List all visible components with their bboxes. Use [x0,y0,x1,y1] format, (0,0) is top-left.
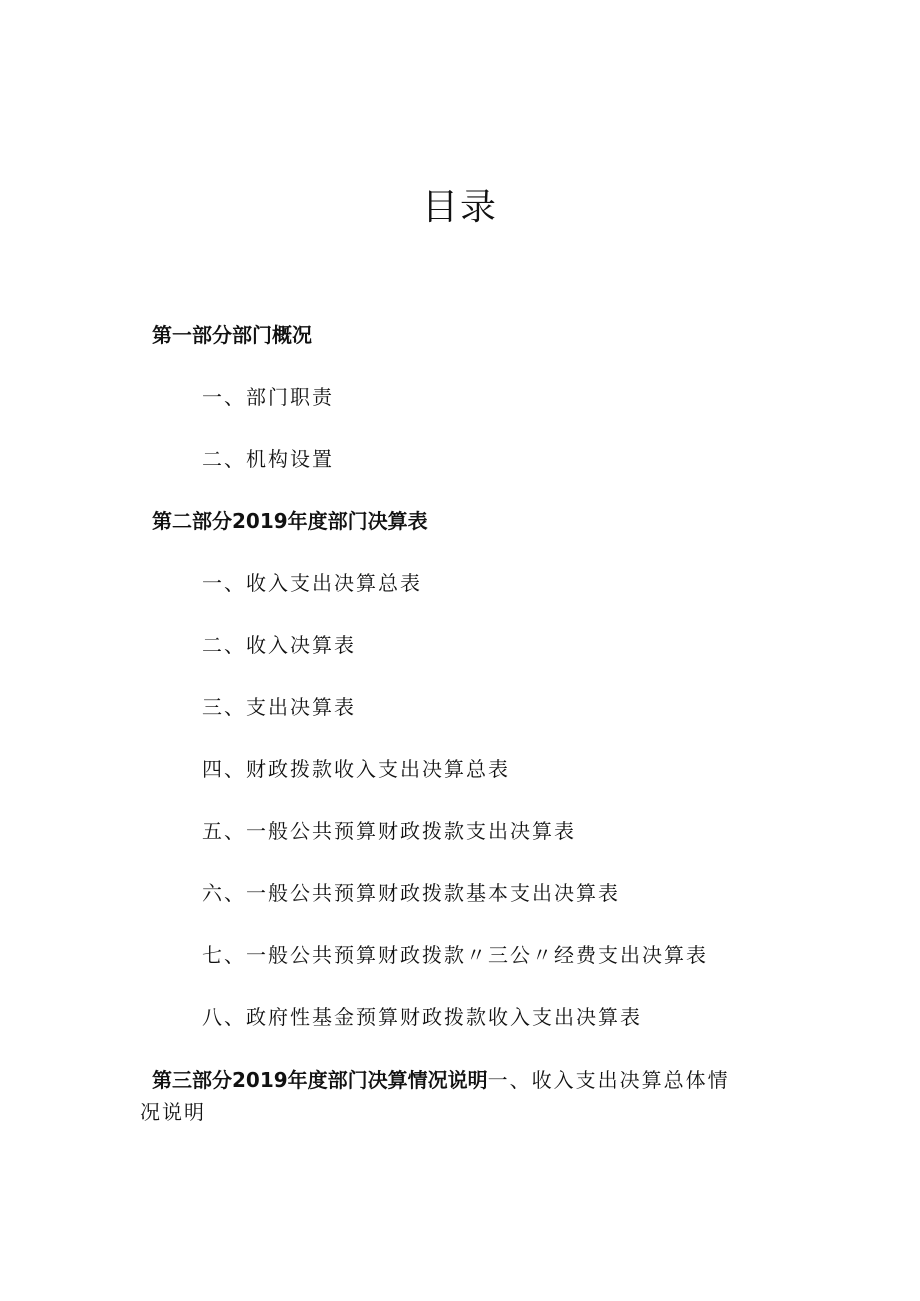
toc-part-1-item-2[interactable]: 二、机构设置 [202,447,334,471]
toc-part-2-item-4[interactable]: 四、财政拨款收入支出决算总表 [202,757,510,781]
toc-part-1-heading[interactable]: 第一部分部门概况 [152,323,312,347]
toc-part-2-item-8[interactable]: 八、政府性基金预算财政拨款收入支出决算表 [202,1005,642,1029]
toc-part-2-item-5[interactable]: 五、一般公共预算财政拨款支出决算表 [202,819,576,843]
toc-part-2-item-2[interactable]: 二、收入决算表 [202,633,356,657]
toc-part-3[interactable] [140,1064,772,1128]
toc-part-2-item-7[interactable]: 七、一般公共预算财政拨款〃三公〃经费支出决算表 [202,943,708,967]
toc-part-1-item-1[interactable]: 一、部门职责 [202,385,334,409]
toc-part-3-item-1-wrap: 况说明 [140,1100,206,1124]
toc-part-2-item-6[interactable]: 六、一般公共预算财政拨款基本支出决算表 [202,881,620,905]
toc-part-2-item-3[interactable]: 三、支出决算表 [202,695,356,719]
toc-part-2-heading[interactable]: 第二部分2019年度部门决算表 [152,509,428,533]
toc-part-2-item-1[interactable]: 一、收入支出决算总表 [202,571,422,595]
toc-part-3-item-1: 一、收入支出决算总体情 [487,1068,730,1092]
toc-part-3-heading: 第三部分2019年度部门决算情况说明 [152,1068,488,1092]
page-title: 目录 [421,187,498,228]
